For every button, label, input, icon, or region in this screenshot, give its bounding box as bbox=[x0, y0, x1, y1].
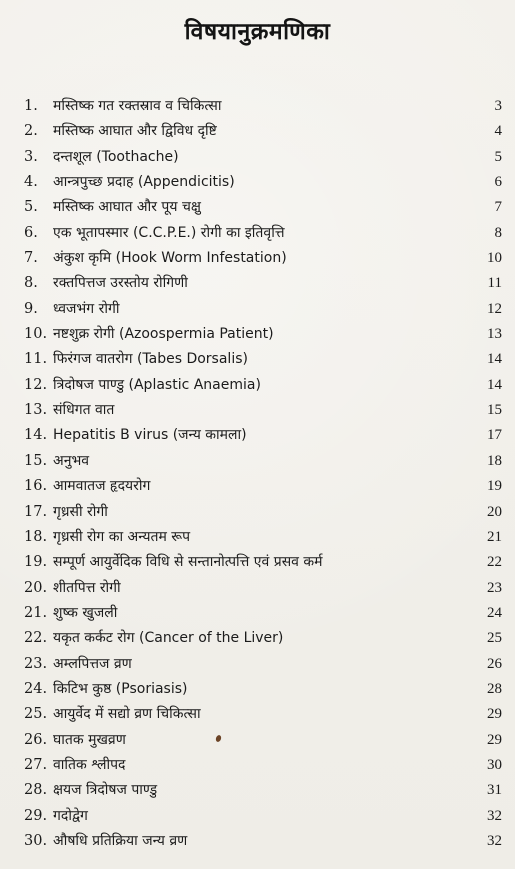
toc-entry bbox=[24, 298, 502, 323]
entry-page-number: 28 bbox=[487, 680, 502, 697]
toc-entry bbox=[24, 323, 502, 348]
entry-page-number: 29 bbox=[487, 731, 502, 748]
entry-number: 14. bbox=[24, 427, 48, 444]
entry-number: 11. bbox=[24, 351, 48, 368]
entry-title: घातक मुखव्रण bbox=[53, 731, 126, 748]
toc-entry bbox=[24, 120, 502, 145]
entry-page-number: 18 bbox=[487, 452, 502, 469]
entry-number: 28. bbox=[24, 782, 48, 799]
entry-title: शुष्क खुजली bbox=[53, 604, 118, 621]
toc-entry bbox=[24, 729, 502, 754]
toc-entry bbox=[24, 754, 502, 779]
entry-page-number: 4 bbox=[494, 123, 502, 140]
entry-page-number: 23 bbox=[487, 579, 502, 596]
entry-page-number: 32 bbox=[487, 807, 502, 824]
entry-page-number: 6 bbox=[494, 174, 502, 191]
entry-number: 30. bbox=[24, 832, 48, 849]
entry-number: 9. bbox=[24, 300, 38, 317]
entry-number: 17. bbox=[24, 503, 48, 520]
entry-title: आमवातज हृदयरोग bbox=[53, 478, 151, 495]
toc-entry bbox=[24, 526, 502, 551]
entry-number: 8. bbox=[24, 275, 38, 292]
entry-page-number: 22 bbox=[487, 554, 502, 571]
entry-page-number: 10 bbox=[487, 250, 502, 267]
toc-entry bbox=[24, 272, 502, 297]
entry-number: 12. bbox=[24, 376, 48, 393]
entry-number: 21. bbox=[24, 604, 48, 621]
entry-number: 16. bbox=[24, 478, 48, 495]
entry-number: 1. bbox=[24, 98, 38, 114]
entry-title: नष्टशुक्र रोगी (Azoospermia Patient) bbox=[53, 326, 274, 343]
toc-entry bbox=[24, 146, 502, 171]
toc-entry bbox=[24, 627, 502, 652]
entry-title: आयुर्वेद में सद्यो व्रण चिकित्सा bbox=[53, 706, 201, 723]
toc-entry bbox=[24, 247, 502, 272]
entry-number: 18. bbox=[24, 528, 48, 545]
entry-page-number: 14 bbox=[487, 351, 502, 368]
toc-entry bbox=[24, 830, 502, 855]
entry-number: 10. bbox=[24, 326, 48, 343]
entry-title: मस्तिष्क गत रक्तस्राव व चिकित्सा bbox=[53, 98, 222, 114]
entry-title: फिरंगज वातरोग (Tabes Dorsalis) bbox=[53, 351, 248, 368]
entry-title: अम्लपित्तज व्रण bbox=[53, 655, 132, 672]
entry-title: शीतपित्त रोगी bbox=[53, 579, 121, 596]
entry-number: 24. bbox=[24, 680, 48, 697]
entry-number: 13. bbox=[24, 402, 48, 419]
entry-number: 3. bbox=[24, 148, 38, 165]
entry-number: 6. bbox=[24, 224, 38, 241]
entry-title: अनुभव bbox=[53, 452, 90, 469]
entry-number: 23. bbox=[24, 655, 48, 672]
entry-title: त्रिदोषज पाण्डु (Aplastic Anaemia) bbox=[53, 376, 261, 393]
entry-page-number: 20 bbox=[487, 503, 502, 520]
toc-entry bbox=[24, 171, 502, 196]
toc-entry bbox=[24, 374, 502, 399]
toc-entry bbox=[24, 348, 502, 373]
table-of-contents bbox=[24, 95, 502, 855]
entry-page-number: 29 bbox=[487, 706, 502, 723]
entry-number: 27. bbox=[24, 756, 48, 773]
entry-page-number: 17 bbox=[487, 427, 502, 444]
entry-number: 26. bbox=[24, 731, 48, 748]
entry-title: क्षयज त्रिदोषज पाण्डु bbox=[53, 782, 158, 799]
toc-entry bbox=[24, 95, 502, 120]
entry-title: मस्तिष्क आघात और पूय चक्षु bbox=[53, 199, 201, 216]
entry-page-number: 19 bbox=[487, 478, 502, 495]
toc-entry bbox=[24, 450, 502, 475]
entry-page-number: 7 bbox=[494, 199, 502, 216]
toc-entry bbox=[24, 653, 502, 678]
toc-entry bbox=[24, 602, 502, 627]
entry-page-number: 5 bbox=[494, 148, 502, 165]
entry-page-number: 24 bbox=[487, 604, 502, 621]
entry-page-number: 12 bbox=[487, 300, 502, 317]
entry-number: 7. bbox=[24, 250, 38, 267]
entry-page-number: 21 bbox=[487, 528, 502, 545]
entry-title: संधिगत वात bbox=[53, 402, 115, 419]
toc-entry bbox=[24, 805, 502, 830]
toc-entry bbox=[24, 222, 502, 247]
toc-entry bbox=[24, 678, 502, 703]
entry-title: एक भूतापस्मार (C.C.P.E.) रोगी का इतिवृत्ति bbox=[53, 224, 285, 241]
entry-page-number: 14 bbox=[487, 376, 502, 393]
entry-number: 25. bbox=[24, 706, 48, 723]
entry-title: रक्तपित्तज उरस्तोय रोगिणी bbox=[53, 275, 188, 292]
toc-entry bbox=[24, 577, 502, 602]
entry-title: औषधि प्रतिक्रिया जन्य व्रण bbox=[53, 832, 188, 849]
entry-title: गदोद्वेग bbox=[53, 807, 88, 824]
toc-entry bbox=[24, 196, 502, 221]
toc-entry bbox=[24, 424, 502, 449]
entry-title: अंकुश कृमि (Hook Worm Infestation) bbox=[53, 250, 287, 267]
entry-page-number: 3 bbox=[494, 98, 502, 114]
entry-number: 5. bbox=[24, 199, 38, 216]
toc-entry bbox=[24, 551, 502, 576]
entry-page-number: 8 bbox=[494, 224, 502, 241]
entry-title: वातिक श्लीपद bbox=[53, 756, 126, 773]
entry-title: यकृत कर्कट रोग (Cancer of the Liver) bbox=[53, 630, 284, 647]
toc-entry bbox=[24, 703, 502, 728]
toc-entry bbox=[24, 779, 502, 804]
toc-entry bbox=[24, 475, 502, 500]
entry-page-number: 25 bbox=[487, 630, 502, 647]
entry-title: सम्पूर्ण आयुर्वेदिक विधि से सन्तानोत्पत्ति एवं प्रसव कर्म bbox=[53, 554, 323, 571]
entry-title: ध्वजभंग रोगी bbox=[53, 300, 120, 317]
entry-number: 22. bbox=[24, 630, 48, 647]
entry-number: 19. bbox=[24, 554, 48, 571]
entry-title: गृध्रसी रोगी bbox=[53, 503, 108, 520]
entry-title: मस्तिष्क आघात और द्विविध दृष्टि bbox=[53, 123, 217, 140]
entry-number: 20. bbox=[24, 579, 48, 596]
entry-page-number: 31 bbox=[487, 782, 502, 799]
entry-number: 15. bbox=[24, 452, 48, 469]
entry-page-number: 32 bbox=[487, 832, 502, 849]
entry-number: 2. bbox=[24, 123, 38, 140]
page-title: विषयानुक्रमणिका bbox=[184, 19, 331, 45]
entry-number: 4. bbox=[24, 174, 38, 191]
entry-title: गृध्रसी रोग का अन्यतम रूप bbox=[53, 528, 191, 545]
entry-page-number: 30 bbox=[487, 756, 502, 773]
entry-title: किटिभ कुष्ठ (Psoriasis) bbox=[53, 680, 188, 697]
entry-title: आन्त्रपुच्छ प्रदाह (Appendicitis) bbox=[53, 174, 235, 191]
entry-page-number: 11 bbox=[487, 275, 502, 292]
toc-entry bbox=[24, 399, 502, 424]
entry-title: Hepatitis B virus (जन्य कामला) bbox=[53, 427, 247, 444]
entry-number: 29. bbox=[24, 807, 48, 824]
entry-page-number: 13 bbox=[487, 326, 502, 343]
entry-title: दन्तशूल (Toothache) bbox=[53, 148, 179, 165]
toc-entry bbox=[24, 501, 502, 526]
entry-page-number: 26 bbox=[487, 655, 502, 672]
entry-page-number: 15 bbox=[487, 402, 502, 419]
